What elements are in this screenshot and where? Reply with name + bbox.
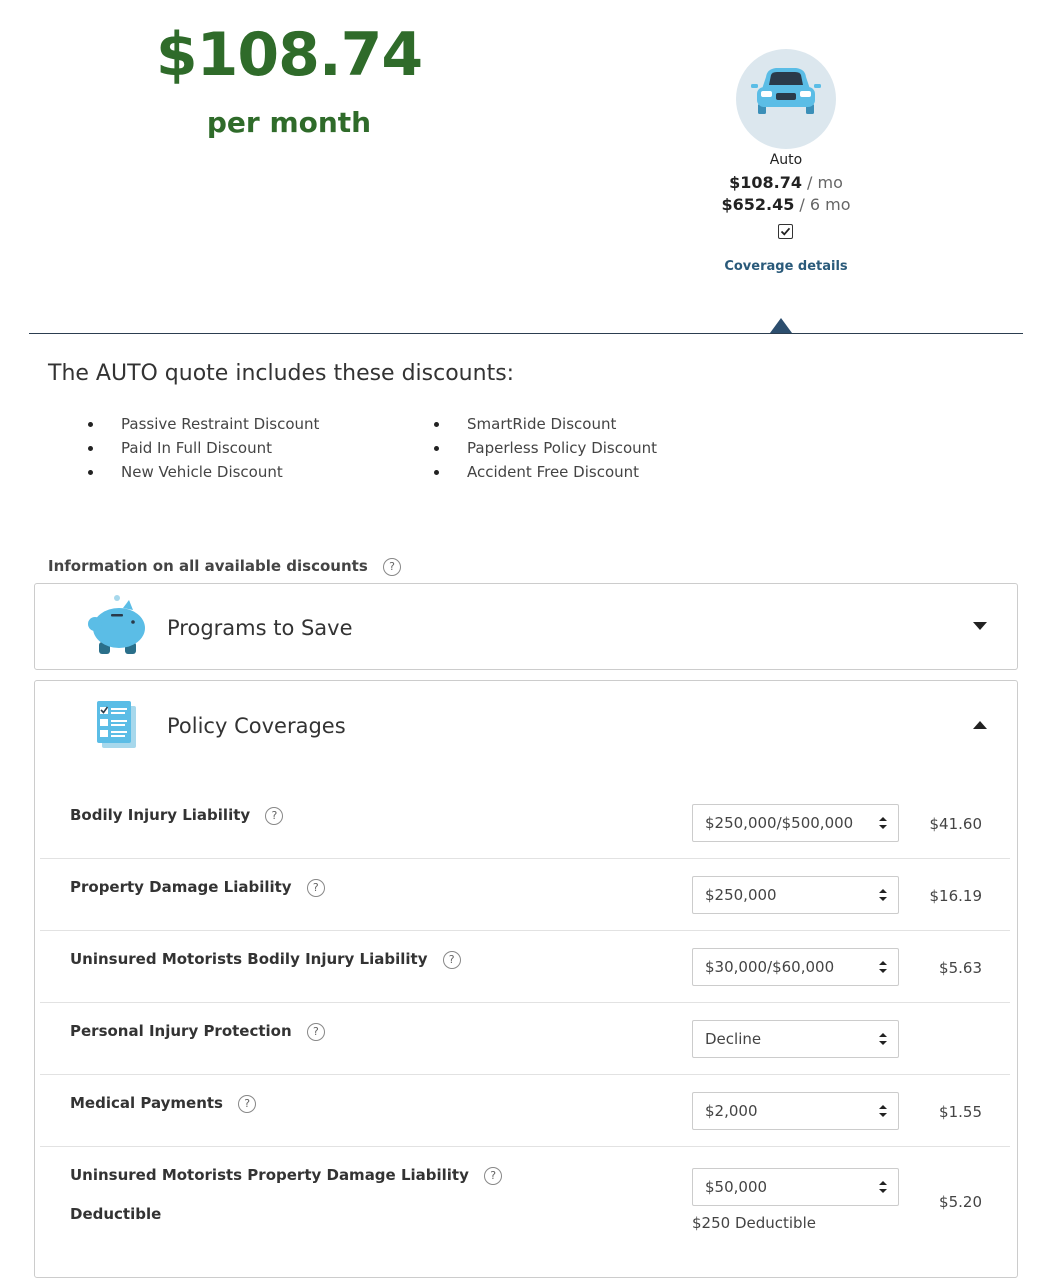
programs-to-save-title: Programs to Save — [167, 616, 353, 640]
discount-item: Paid In Full Discount — [48, 436, 319, 460]
coverage-label-text: Uninsured Motorists Bodily Injury Liability — [70, 950, 428, 968]
select-arrows-icon — [879, 886, 887, 904]
coverage-label — [70, 1094, 256, 1113]
policy-coverages-title: Policy Coverages — [167, 714, 346, 738]
coverage-label-text: Property Damage Liability — [70, 878, 292, 896]
row-divider — [40, 930, 1010, 931]
discount-list-left — [48, 412, 319, 484]
section-divider — [29, 333, 1023, 334]
coverage-label — [70, 878, 325, 897]
select-arrows-icon — [879, 1030, 887, 1048]
coverage-label — [70, 950, 461, 969]
discounts-heading: The AUTO quote includes these discounts: — [48, 361, 515, 386]
coverage-premium: $5.63 — [939, 959, 982, 977]
coverage-select-value: $50,000 — [705, 1178, 768, 1196]
per-month-label: per month — [206, 106, 372, 139]
select-arrows-icon — [879, 1102, 887, 1120]
discount-item: Passive Restraint Discount — [48, 412, 319, 436]
row-divider — [40, 858, 1010, 859]
coverage-select-value: $250,000/$500,000 — [705, 814, 854, 832]
product-monthly-price: $108.74 — [729, 173, 802, 192]
piggy-bank-icon — [87, 594, 151, 660]
coverage-label — [70, 1166, 502, 1185]
coverage-select[interactable] — [692, 804, 899, 842]
help-icon[interactable]: ? — [383, 558, 401, 576]
monthly-unit: / mo — [807, 173, 843, 192]
coverage-premium: $16.19 — [929, 887, 982, 905]
help-icon[interactable]: ? — [443, 951, 461, 969]
discount-item: SmartRide Discount — [394, 412, 657, 436]
car-icon — [736, 49, 836, 149]
coverage-label — [70, 806, 283, 825]
discount-list-right — [394, 412, 657, 484]
deductible-note: $250 Deductible — [692, 1214, 816, 1232]
discount-item: Paperless Policy Discount — [394, 436, 657, 460]
discount-item: Accident Free Discount — [394, 460, 657, 484]
coverage-label-text: Bodily Injury Liability — [70, 806, 251, 824]
chevron-down-icon[interactable] — [973, 622, 987, 630]
programs-to-save-panel[interactable] — [34, 583, 1018, 670]
six-month-unit: / 6 mo — [799, 195, 851, 214]
coverage-premium: $1.55 — [939, 1103, 982, 1121]
product-six-month-price: $652.45 — [721, 195, 795, 214]
help-icon[interactable]: ? — [265, 807, 283, 825]
coverage-premium: $41.60 — [929, 815, 982, 833]
row-divider — [40, 1074, 1010, 1075]
coverage-select[interactable] — [692, 1020, 899, 1058]
coverage-label-text: Uninsured Motorists Property Damage Liability — [70, 1166, 469, 1184]
coverage-details-link[interactable]: Coverage details — [724, 259, 848, 274]
coverage-select[interactable] — [692, 1092, 899, 1130]
product-select-checkbox[interactable] — [778, 224, 793, 239]
select-arrows-icon — [879, 814, 887, 832]
monthly-total-price: $108.74 — [155, 20, 423, 90]
checkmark-icon — [779, 225, 792, 238]
coverage-select-value: $2,000 — [705, 1102, 758, 1120]
row-divider — [40, 1002, 1010, 1003]
available-discounts-label: Information on all available discounts — [48, 557, 368, 575]
six-month-price-line — [646, 195, 926, 214]
available-discounts-info — [48, 557, 401, 576]
coverage-label-text: Personal Injury Protection — [70, 1022, 292, 1040]
coverage-premium: $5.20 — [939, 1193, 982, 1211]
coverage-label-text: Medical Payments — [70, 1094, 223, 1112]
select-arrows-icon — [879, 1178, 887, 1196]
discount-item: New Vehicle Discount — [48, 460, 319, 484]
help-icon[interactable]: ? — [484, 1167, 502, 1185]
auto-product-card[interactable] — [736, 49, 836, 149]
selected-product-pointer — [770, 318, 792, 333]
select-arrows-icon — [879, 958, 887, 976]
coverage-select-value: Decline — [705, 1030, 762, 1048]
coverage-select-value: $250,000 — [705, 886, 777, 904]
row-divider — [40, 1146, 1010, 1147]
chevron-up-icon[interactable] — [973, 721, 987, 729]
coverage-label — [70, 1022, 325, 1041]
help-icon[interactable]: ? — [307, 1023, 325, 1041]
coverage-sublabel: Deductible — [70, 1205, 162, 1223]
help-icon[interactable]: ? — [307, 879, 325, 897]
checklist-icon — [95, 698, 139, 750]
coverage-select[interactable] — [692, 1168, 899, 1206]
coverage-select[interactable] — [692, 876, 899, 914]
coverage-select-value: $30,000/$60,000 — [705, 958, 835, 976]
help-icon[interactable]: ? — [238, 1095, 256, 1113]
monthly-price-line — [646, 173, 926, 192]
coverage-select[interactable] — [692, 948, 899, 986]
product-name: Auto — [769, 152, 803, 168]
